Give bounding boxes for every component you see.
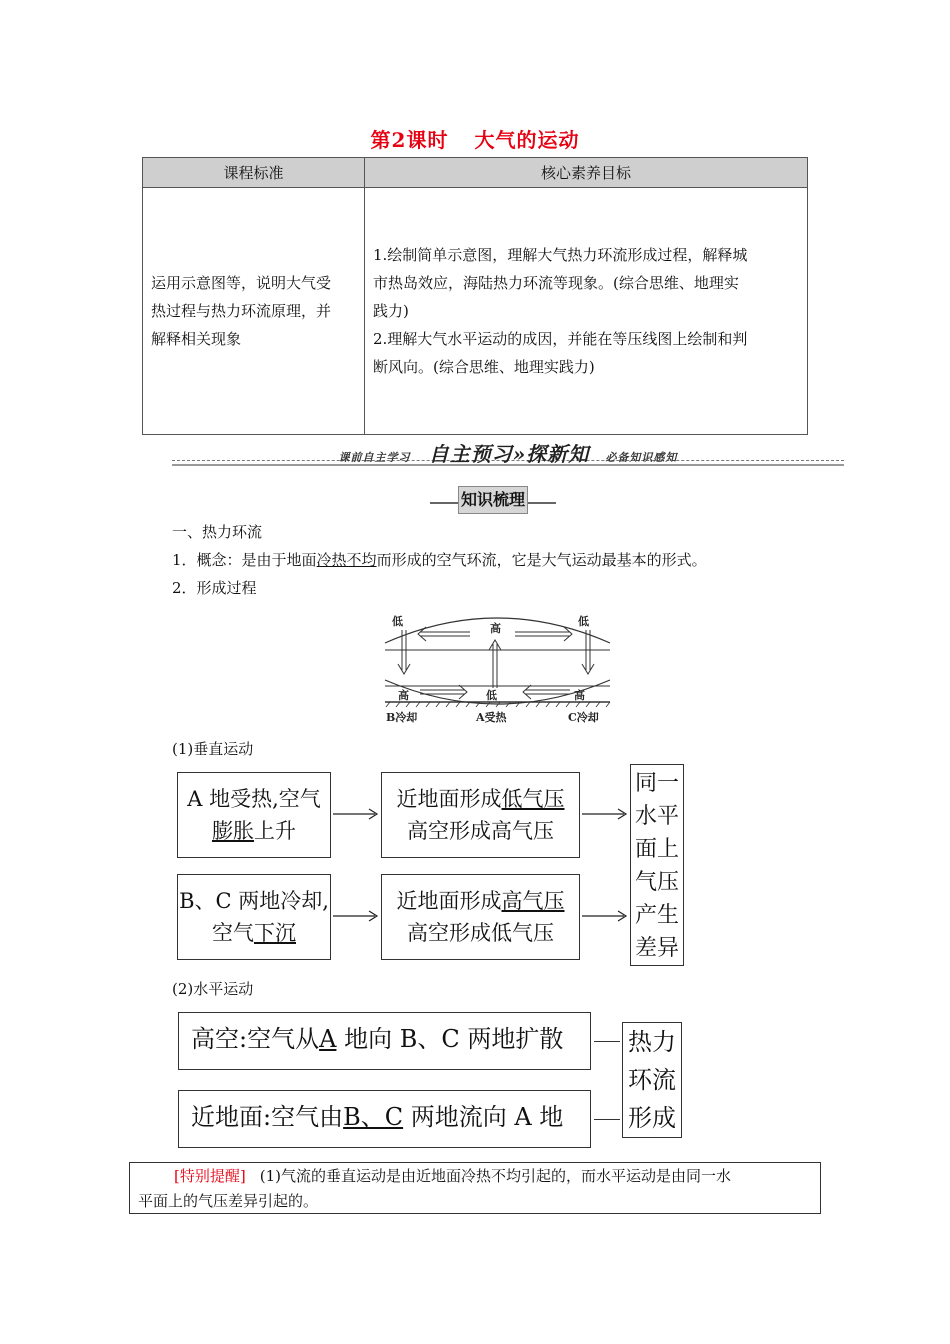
banner-main-text-2: 探新知 [526, 442, 590, 466]
label-lower-mid: 低 [486, 689, 497, 702]
box-circulation-formed: 热力 环流 形成 [622, 1022, 682, 1138]
reminder-label: [特别提醒] [174, 1167, 246, 1185]
box-surface-flow: 近地面:空气由B、C 两地流向 A 地 [178, 1090, 591, 1148]
heading-thermal-circulation: 一、热力环流 [172, 523, 263, 541]
table-header-standard: 课程标准 [143, 158, 365, 188]
concept-keyword: 冷热不均 [316, 551, 377, 569]
box-bc-pressure: 近地面形成高气压 高空形成低气压 [381, 874, 580, 960]
connector-dash [594, 1041, 620, 1042]
thermal-circulation-diagram [380, 608, 620, 726]
banner-left-text: 课前自主学习 [338, 451, 411, 464]
arrow-right-icon [331, 902, 381, 932]
heading-formation-process: 2．形成过程 [172, 579, 257, 597]
knowledge-badge: 知识梳理 [430, 486, 556, 512]
label-c-cooling: C冷却 [568, 711, 599, 724]
lesson-topic: 大气的运动 [474, 128, 580, 152]
banner-right-text: 必备知识感知 [605, 451, 678, 464]
label-upper-left: 低 [392, 615, 403, 628]
box-a-pressure: 近地面形成低气压 高空形成高气压 [381, 772, 580, 858]
standards-table [142, 157, 808, 435]
connector-dash [594, 1119, 620, 1120]
arrow-right-icon [331, 800, 381, 830]
label-upper-mid: 高 [490, 622, 501, 635]
section-banner [172, 438, 844, 468]
heading-horizontal-motion: (2)水平运动 [172, 980, 254, 998]
page-title [0, 124, 950, 153]
heading-vertical-motion: (1)垂直运动 [172, 740, 254, 758]
table-cell-goals: 1.绘制简单示意图，理解大气热力环流形成过程，解释城 市热岛效应，海陆热力环流等现象。(综合思维、地理实 践力) 2.理解大气水平运动的成因，并能在等压线图上绘制和判 断风向。(综合思维、地理实践力) [365, 188, 808, 435]
label-b-cooling: B冷却 [386, 711, 418, 724]
label-lower-left: 高 [398, 689, 409, 702]
label-upper-right: 低 [578, 615, 589, 628]
lesson-number: 第2课时 [370, 128, 449, 152]
box-pressure-difference: 同一 水平 面上 气压 产生 差异 [630, 764, 684, 966]
arrow-right-icon [580, 902, 630, 932]
concept-text: 1．概念：是由于地面冷热不均而形成的空气环流，它是大气运动最基本的形式。 [172, 551, 707, 569]
label-lower-right: 高 [574, 689, 585, 702]
special-reminder-box: [特别提醒] (1)气流的垂直运动是由近地面冷热不均引起的，而水平运动是由同一水 平面上的气压差异引起的。 [129, 1162, 821, 1214]
table-cell-standard: 运用示意图等，说明大气受 热过程与热力环流原理，并 解释相关现象 [143, 188, 365, 435]
vertical-flow-arrows [398, 630, 594, 688]
table-header-goals: 核心素养目标 [365, 158, 808, 188]
box-a-heating: A 地受热,空气 膨胀上升 [177, 772, 331, 858]
chevron-right-icon: » [512, 442, 527, 466]
box-upper-flow: 高空:空气从A 地向 B、C 两地扩散 [178, 1012, 591, 1070]
label-a-heating: A受热 [476, 711, 507, 724]
box-bc-cooling: B、C 两地冷却, 空气下沉 [177, 874, 331, 960]
arrow-right-icon [580, 800, 630, 830]
banner-main-text: 自主预习 [428, 442, 513, 466]
